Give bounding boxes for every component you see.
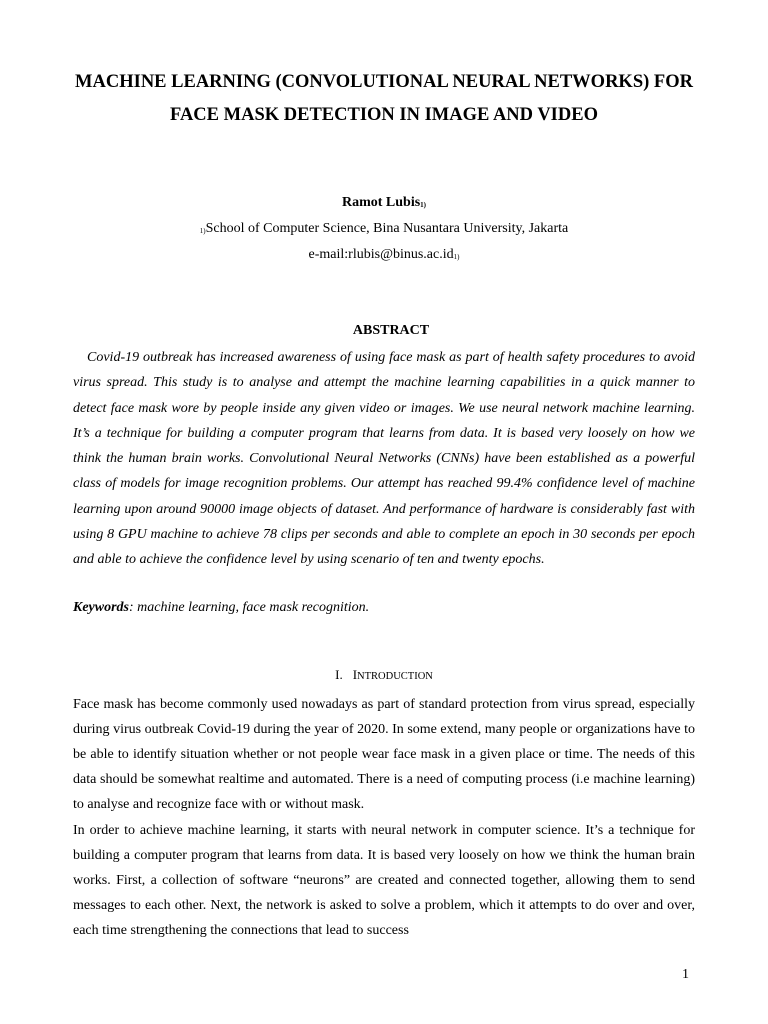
body-paragraph: Face mask has become commonly used nowadays as part of standard protection from virus spread, especially during virus outbreak Covid-19 during the year of 2020. In some extend, many people or organizations have to be able to identify situation whether or not people wear face mask in a given place or time. The needs of this data should be somewhat realtime and automated. There is a need of computing process (i.e machine learning) to analyse and recognize face with or without mask. bbox=[73, 697, 695, 813]
section-title-initial: I bbox=[352, 667, 358, 682]
author-name-text: Ramot Lubis bbox=[341, 195, 421, 210]
keywords bbox=[73, 598, 695, 618]
section-title-rest: NTRODUCTION bbox=[357, 671, 433, 682]
section-number: I. bbox=[335, 667, 343, 682]
keywords-text: : machine learning, face mask recognition. bbox=[129, 600, 370, 615]
author-name bbox=[0, 193, 768, 214]
page-number: 1 bbox=[682, 967, 689, 982]
affiliation-mark: 1) bbox=[199, 227, 206, 235]
keywords-label: Keywords bbox=[73, 600, 129, 615]
author-email bbox=[0, 245, 768, 266]
affiliation bbox=[0, 219, 768, 240]
abstract-text: Covid-19 outbreak has increased awareness of using face mask as part of health safety procedures to avoid virus spread. This study is to analyse and attempt the machine learning capabilities in a quick manner to detect face mask wore by people inside any given video or images. We use neural network machine learning. It’s a technique for building a computer program that learns from data. It is based very loosely on how we think the human brain works. Convolutional Neural Networks (CNNs) have been established as a powerful class of models for image recognition problems. Our attempt has reached 99.4% confidence level of machine learning upon around 90000 image objects of dataset. And performance of hardware is considerably fast with using 8 GPU machine to achieve 78 clips per seconds and able to complete an epoch in 30 seconds per epoch and able to achieve the confidence level by using scenario of ten and twenty epochs. bbox=[73, 350, 695, 568]
abstract-heading: ABSTRACT bbox=[352, 323, 430, 338]
body-paragraph: In order to achieve machine learning, it starts with neural network in computer science. It’s a technique for building a computer program that learns from data. It is based very loosely on how we think the human brain works. First, a collection of software “neurons” are created and connected together, allowing them to send messages to each other. Next, the network is asked to solve a problem, which it attempts to do over and over, each time strengthening the connections that lead to success bbox=[73, 823, 695, 939]
email-mark: 1) bbox=[453, 253, 460, 261]
paper-title: MACHINE LEARNING (CONVOLUTIONAL NEURAL NETWORKS) FOR FACE MASK DETECTION IN IMAGE AND VIDEO bbox=[75, 72, 693, 125]
email-text: e-mail:rlubis@binus.ac.id bbox=[308, 247, 454, 262]
author-mark: 1) bbox=[420, 201, 427, 209]
section-heading-introduction bbox=[0, 665, 768, 687]
affiliation-text: School of Computer Science, Bina Nusantara University, Jakarta bbox=[205, 221, 569, 236]
